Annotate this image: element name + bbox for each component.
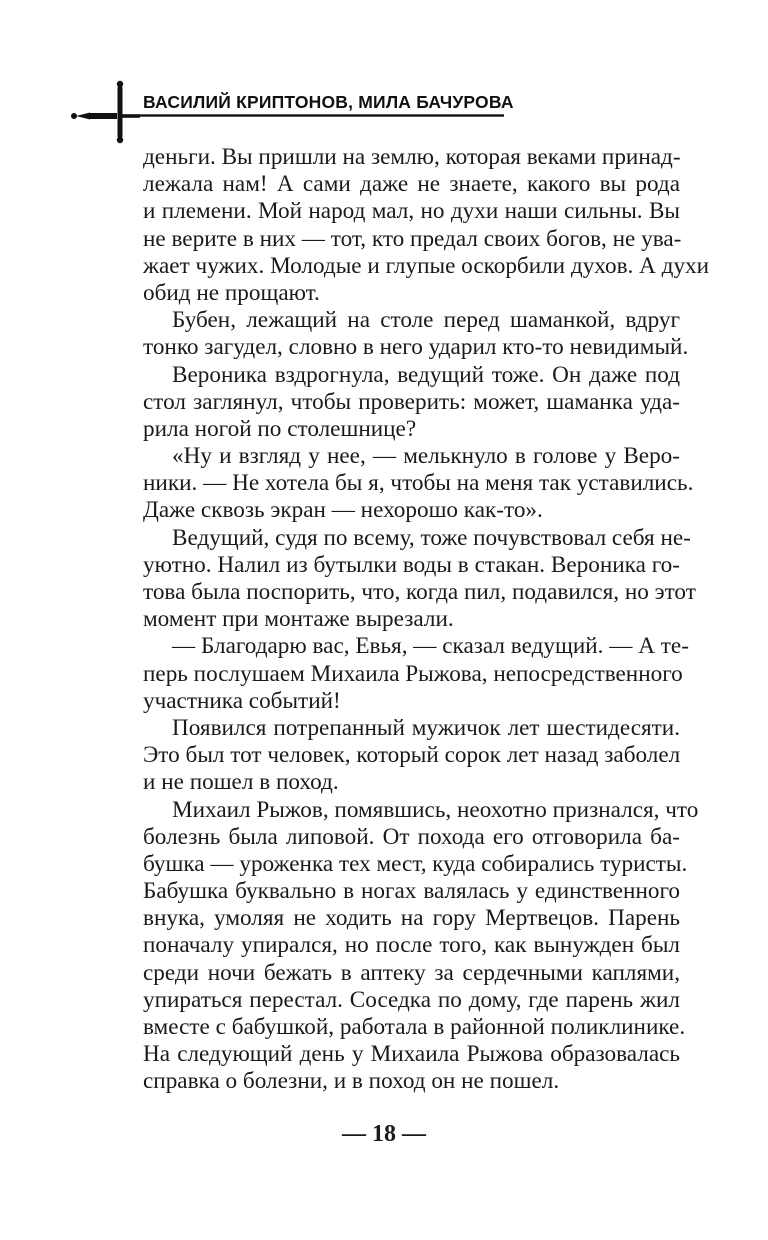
text-line: стол заглянул, чтобы проверить: может, шаманка уда-	[143, 388, 680, 415]
running-head-title: ВАСИЛИЙ КРИПТОНОВ, МИЛА БАЧУРОВА	[143, 92, 514, 112]
text-line: Появился потрепанный мужичок лет шестидесяти.	[172, 714, 680, 741]
text-line: среди ночи бежать в аптеку за сердечными каплями,	[143, 959, 680, 986]
text-line: бушка — уроженка тех мест, куда собирались туристы.	[143, 850, 688, 877]
text-line: упираться перестал. Соседка по дому, где парень жил	[143, 986, 680, 1013]
text-line: и племени. Мой народ мал, но духи наши сильны. Вы	[143, 198, 680, 225]
text-line: перь послушаем Михаила Рыжова, непосредственного	[143, 660, 683, 687]
text-line: Это был тот человек, который сорок лет назад заболел	[143, 742, 681, 769]
text-line: справка о болезни, и в поход он не пошел.	[143, 1068, 560, 1095]
text-line: Бабушка буквально в ногах валялась у единственного	[143, 878, 680, 905]
text-line: поначалу упирался, но после того, как вынужден был	[143, 932, 680, 959]
text-line: Михаил Рыжов, помявшись, неохотно признался, что	[172, 796, 699, 823]
text-line: Вероника вздрогнула, ведущий тоже. Он даже под	[172, 361, 680, 388]
running-header	[0, 78, 768, 148]
text-line: болезнь была липовой. От похода его отговорила ба-	[143, 823, 680, 850]
text-line: внука, умоляя не ходить на гору Мертвецов. Парень	[143, 905, 680, 932]
text-line: Бубен, лежащий на столе перед шаманкой, вдруг	[172, 307, 680, 334]
text-line: «Ну и взгляд у нее, — мелькнуло в голове у Веро-	[172, 443, 680, 470]
text-line: участника событий!	[143, 687, 341, 714]
text-line: това была поспорить, что, когда пил, подавился, но этот	[143, 579, 696, 605]
text-line: Ведущий, судя по всему, тоже почувствовал себя не-	[172, 524, 691, 551]
body-text	[143, 144, 710, 1096]
text-line: — Благодарю вас, Евья, — сказал ведущий. — А те-	[172, 633, 689, 660]
text-line: ники. — Не хотела бы я, чтобы на меня так уставились.	[143, 470, 694, 497]
header-rule	[140, 113, 504, 121]
text-line: лежала нам! А сами даже не знаете, какого вы рода	[143, 171, 680, 198]
text-line: жает чужих. Молодые и глупые оскорбили духов. А духи	[143, 252, 710, 279]
text-line: момент при монтаже вырезали.	[143, 606, 454, 633]
text-line: деньги. Вы пришли на землю, которая веками принад-	[143, 144, 681, 170]
text-line: уютно. Налил из бутылки воды в стакан. Вероника го-	[143, 551, 680, 578]
text-line: не верите в них — тот, кто предал своих богов, не ува-	[143, 225, 682, 252]
page-number: — 18 —	[342, 1121, 426, 1147]
text-line: тонко загудел, словно в него ударил кто-то невидимый.	[143, 334, 689, 361]
text-line: обид не прощают.	[143, 279, 320, 306]
text-line: Даже сквозь экран — нехорошо как-то».	[143, 497, 543, 524]
text-line: и не пошел в поход.	[143, 769, 339, 796]
text-line: вместе с бабушкой, работала в районной поликлинике.	[143, 1014, 686, 1040]
text-line: рила ногой по столешнице?	[143, 415, 417, 442]
text-line: На следующий день у Михаила Рыжова образовалась	[143, 1041, 680, 1068]
sword-ornament-icon	[60, 78, 140, 148]
